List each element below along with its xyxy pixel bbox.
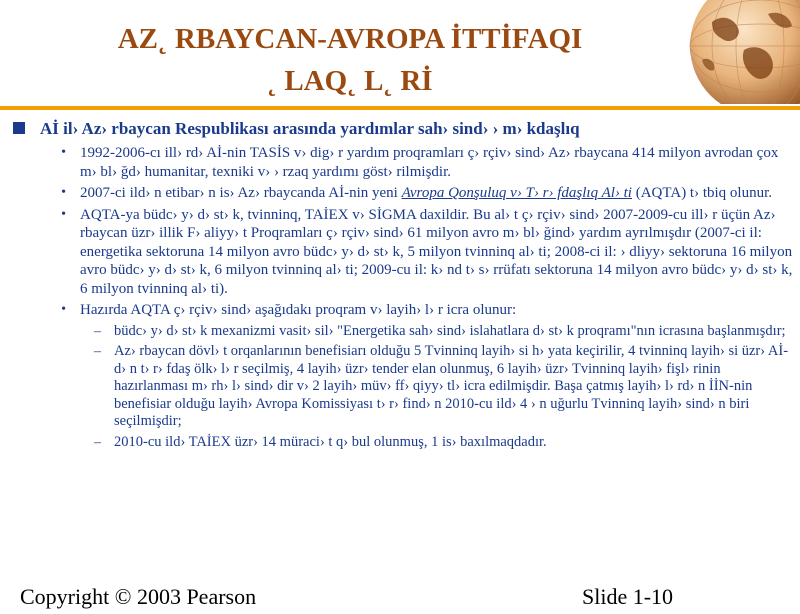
list-item-text: [80, 184, 794, 203]
sub-list-item-text: Az› rbaycan dövl› t orqanlarının benefisiarı olduğu 5 Tvinninq layih› si h› yata keçirilir, 4 tvinninq layih› si üzr› Aİ-d› n t› r› fdaş ölk› l› r seçilmiş, 4 layih› üzr› tender elan olunmuş, 6 layih› üzr› Tvinninq layih› fişl› rinin hazırlanması m› rh› l› sind› dir v› 2 layih› müv› ff› qiyy› tl› icra edilmişdir. Başa çatmış layih› l› rd› n İİN-nin benefisiar olduğu layih› Avropa Komissiyası t› r› find› n 2010-cu ild› 4 › n uğurlu Tvinninq layih› sind› n biri seçilmişdir;: [114, 343, 789, 429]
title-line-1: AZ˛ RBAYCAN-AVROPA İTTİFAQI: [117, 23, 583, 55]
sub-list-item: [8, 434, 794, 452]
dot-bullet-icon: •: [61, 145, 66, 160]
list-item-text-pre: 2007-ci ild› n etibar› n is› Az› rbaycanda Aİ-nin yeni: [80, 185, 402, 201]
sub-list-item: [8, 343, 794, 431]
dash-bullet-icon: –: [94, 434, 101, 450]
dash-bullet-icon: –: [94, 344, 101, 359]
title-area: [0, 0, 680, 108]
slide-footer: [0, 584, 800, 614]
slide-number: Slide 1-10: [582, 584, 674, 609]
title-line-2: ˛ LAQ˛ L˛ Rİ: [267, 65, 433, 97]
list-item: [8, 184, 794, 203]
bullet-list: [8, 144, 794, 451]
list-item: [8, 301, 794, 320]
dot-bullet-icon: •: [61, 185, 66, 200]
square-bullet-icon: [12, 121, 26, 135]
dash-bullet-icon: –: [94, 323, 101, 339]
sub-list-item-text: büdc› y› d› st› k mexanizmi vasit› sil› "Energetika sah› sind› islahatlara d› st› k proqramı"nın icrasına başlanmışdır;: [114, 322, 786, 339]
copyright-text: Copyright © 2003 Pearson: [20, 584, 257, 609]
dot-bullet-icon: •: [61, 206, 66, 222]
list-item-text: AQTA-ya büdc› y› d› st› k, tvinninq, TAİEX v› SİGMA daxildir. Bu al› t ç› rçiv› sind› 2007-2009-cu ill› r üçün Az› rbaycan üzr› illik F› aliyy› t Proqramları ç› rçiv› sind› 61 milyon avro m› bl› ğind› yardım ayrılmışdır (2007-ci il: energetika sektoruna 14 milyon avro büdc› y› d› st› k, 5 milyon tvinninq al› ti; 2008-ci il: › dliyy› sektoruna 16 milyon avro büdc› y› d› st› k, 6 milyon tvinninq al› ti; 2009-cu il: k› nd t› s› rrüfatı sektoruna 14 milyon avro büdc› y› d› st› k, 6 milyon tvinninq al› ti).: [80, 206, 793, 297]
aqta-link[interactable]: Avropa Qonşuluq v› T› r› fdaşlıq Al› ti: [401, 185, 632, 201]
globe-icon: [682, 0, 800, 104]
sub-list-item-text: 2010-cu ild› TAİEX üzr› 14 müraci› t q› bul olunmuş, 1 is› baxılmaqdadır.: [114, 433, 547, 450]
list-item-text: 1992-2006-cı ill› rd› Aİ-nin TASİS v› dig› r yardım proqramları ç› rçiv› sind› Az› rbaycana 414 milyon avrodan çox m› bl› ğd› humanitar, texniki v› › rzaq yardımı göst› rilmişdir.: [80, 145, 779, 180]
list-item-text-post: (AQTA) t› tbiq olunur.: [631, 185, 773, 201]
list-item: [8, 206, 794, 299]
main-heading: Aİ il› Az› rbaycan Respublikası arasında yardımlar sah› sind› › m› kdaşlıq: [40, 119, 580, 138]
main-bullet: [8, 118, 794, 140]
list-item: [8, 144, 794, 181]
sub-list-item: [8, 323, 794, 341]
slide-content: [8, 118, 794, 454]
dot-bullet-icon: •: [61, 302, 66, 317]
title-divider: [0, 106, 800, 110]
slide-title: [30, 18, 670, 102]
list-item-text: Hazırda AQTA ç› rçiv› sind› aşağıdakı proqram v› layih› l› r icra olunur:: [80, 302, 517, 318]
